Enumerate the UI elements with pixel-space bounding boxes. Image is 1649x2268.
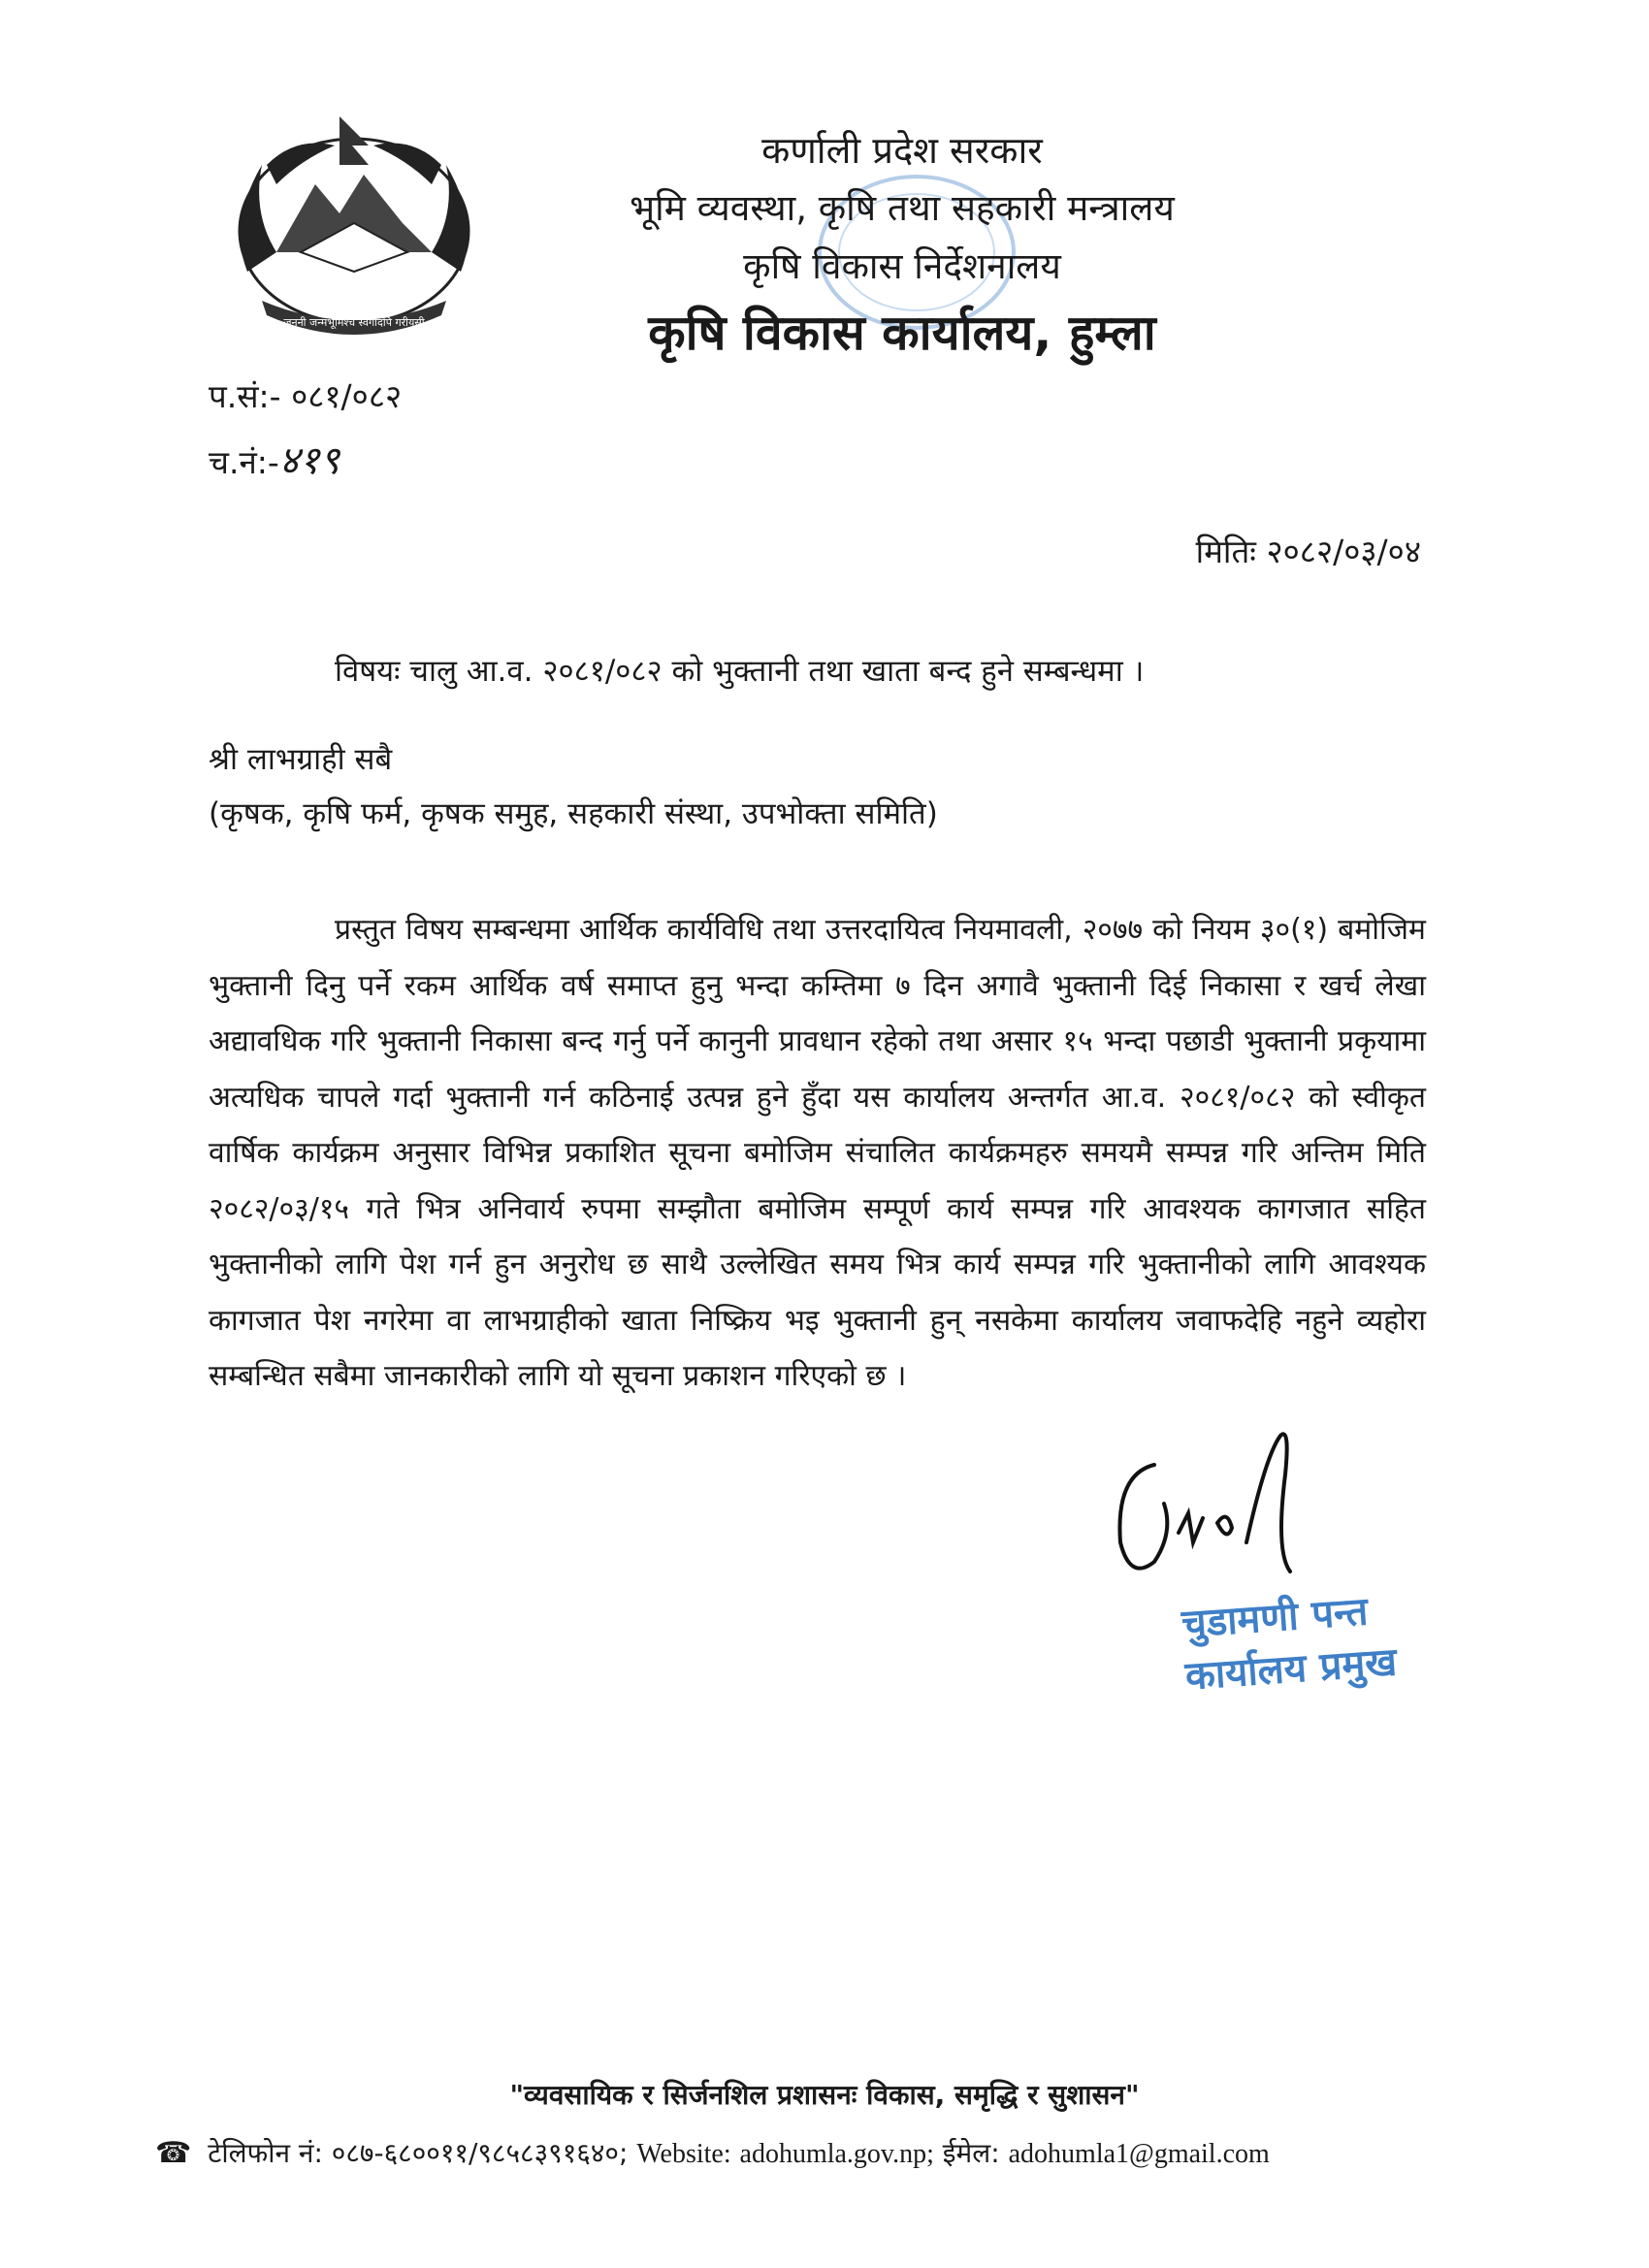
date-value: २०८२/०३/०४ <box>1266 533 1421 570</box>
date-label: मितिः <box>1195 533 1256 570</box>
ps-value: ०८१/०८२ <box>291 377 403 415</box>
email-link[interactable]: adohumla1@gmail.com <box>1008 2139 1270 2169</box>
nepal-government-emblem-icon <box>209 107 500 349</box>
recipient-detail: (कृषक, कृषि फर्म, कृषक समुह, सहकारी संस्था, उपभोक्ता समिति) <box>209 796 938 831</box>
website-link[interactable]: adohumla.gov.np; <box>739 2139 934 2169</box>
ministry-name: भूमि व्यवस्था, कृषि तथा सहकारी मन्त्रालय <box>630 187 1175 229</box>
letter-body: प्रस्तुत विषय सम्बन्धमा आर्थिक कार्यविधि तथा उत्तरदायित्व नियमावली, २०७७ को नियम ३०(१) बमोजिम भुक्तानी दिनु पर्ने रकम आर्थिक वर्ष समाप्त हुनु भन्दा कम्तिमा ७ दिन अगावै भुक्तानी दिई निकासा र खर्च लेखा अद्यावधिक गरि भुक्तानी निकासा बन्द गर्नु पर्ने कानुनी प्रावधान रहेको तथा असार १५ भन्दा पछाडी भुक्तानी प्रकृयामा अत्यधिक चापले गर्दा भुक्तानी गर्न कठिनाई उत्पन्न हुने हुँदा यस कार्यालय अन्तर्गत आ.व. २०८१/०८२ को स्वीकृत वार्षिक कार्यक्रम अनुसार विभिन्न प्रकाशित सूचना बमोजिम संचालित कार्यक्रमहरु समयमै सम्पन्न गरि अन्तिम मिति २०८२/०३/१५ गते भित्र अनिवार्य रुपमा सम्झौता बमोजिम सम्पूर्ण कार्य सम्पन्न गरि आवश्यक कागजात सहित भुक्तानीको लागि पेश गर्न हुन अनुरोध छ साथै उल्लेखित समय भित्र कार्य सम्पन्न गरि भुक्तानीको लागि आवश्यक कागजात पेश नगरेमा वा लाभग्राहीको खाता निष्क्रिय भइ भुक्तानी हुन् नसकेमा कार्यालय जवाफदेहि नहुने व्यहोरा सम्बन्धित सबैमा जानकारीको लागि यो सूचना प्रकाशन गरिएको छ । <box>209 913 1426 1393</box>
signatory-stamp <box>1180 1584 1398 1703</box>
office-motto: "व्यवसायिक र सिर्जनशिल प्रशासनः विकास, समृद्धि र सुशासन" <box>509 2079 1140 2111</box>
letterhead <box>504 121 1300 370</box>
phone-value: ०८७-६८००११/९८५८३९१६४०; <box>331 2137 629 2169</box>
recipient-line: श्री लाभग्राही सबै <box>209 742 393 777</box>
salutation <box>209 732 938 841</box>
cn-label: च.नं:- <box>209 443 279 481</box>
office-name: कृषि विकास कार्यालय, हुम्ला <box>648 305 1156 361</box>
dispatch-number <box>209 432 340 485</box>
cn-value: ४१९ <box>278 438 340 483</box>
government-emblem <box>209 107 500 349</box>
telephone-icon: ☎ <box>155 2136 192 2170</box>
phone-label: टेलिफोन नं: <box>208 2137 323 2169</box>
signatory-title: कार्यालय प्रमुख <box>1183 1639 1399 1700</box>
signatory-name: चुडामणी पन्त <box>1180 1589 1370 1647</box>
contact-footer <box>155 2134 1270 2171</box>
government-name: कर्णाली प्रदेश सरकार <box>761 129 1043 172</box>
emblem-motto: जननी जन्मभूमिश्च स्वर्गादपि गरीयसी <box>283 316 425 329</box>
directorate-name: कृषि विकास निर्देशनालय <box>743 245 1061 287</box>
ps-label: प.सं:- <box>209 377 281 415</box>
email-label: ईमेल: <box>942 2137 1000 2169</box>
website-label: Website: <box>636 2139 731 2169</box>
letter-date <box>1196 529 1421 572</box>
letter-reference-number <box>209 373 402 417</box>
letter-subject: विषयः चालु आ.व. २०८१/०८२ को भुक्तानी तथा खाता बन्द हुने सम्बन्धमा । <box>335 654 1145 689</box>
